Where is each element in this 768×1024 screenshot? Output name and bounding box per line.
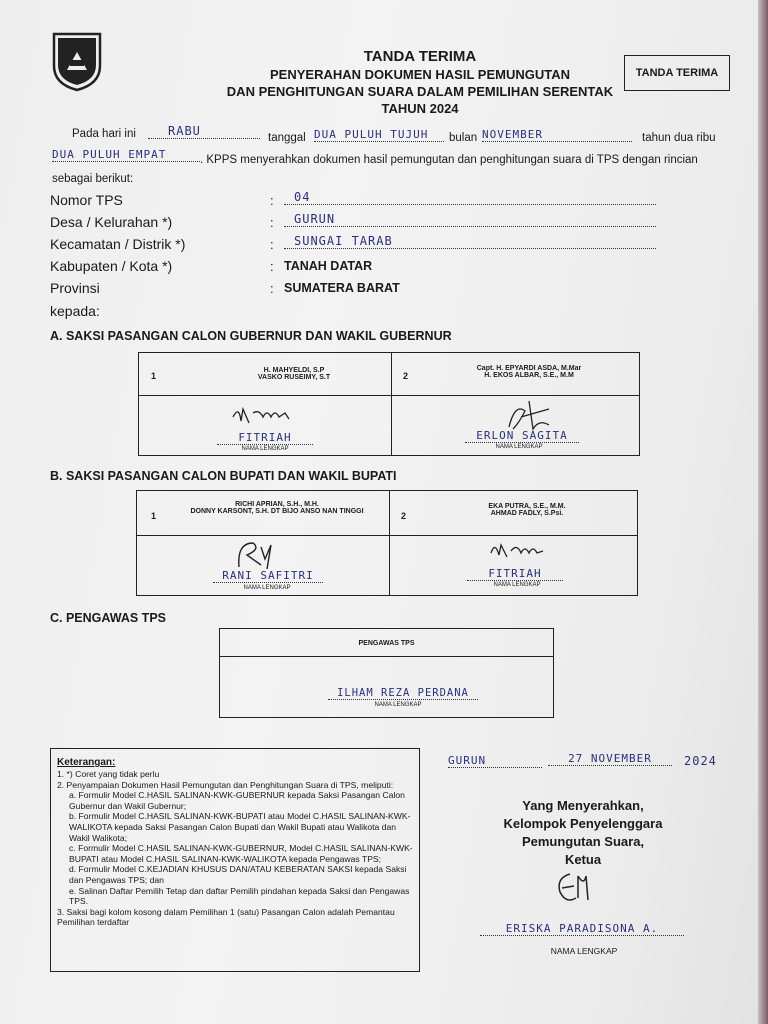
signer-a1: FITRIAH bbox=[217, 431, 313, 445]
field-kabupaten: Kabupaten / Kota *) : TANAH DATAR bbox=[50, 258, 373, 274]
field-list bbox=[50, 190, 670, 325]
intro-bulan-value: NOVEMBER bbox=[482, 128, 632, 142]
closing-block bbox=[470, 797, 696, 869]
keterangan-item-2b: b. Formulir Model C.HASIL SALINAN-KWK-BUPATI atau Model C.HASIL SALINAN-KWK-WALIKOTA kepada Saksi Pasangan Calon Bupati dan Wakil Bupati atau Walikota dan Wakil Walikota; bbox=[69, 811, 411, 843]
keterangan-title: Keterangan: bbox=[57, 757, 116, 768]
section-a-title: A. SAKSI PASANGAN CALON GUBERNUR DAN WAKIL GUBERNUR bbox=[50, 329, 452, 343]
closing-date: 27 NOVEMBER bbox=[548, 752, 672, 766]
nl-b1: NAMA LENGKAP bbox=[243, 585, 291, 591]
signature-b1 bbox=[231, 537, 281, 571]
intro-tahun-value: DUA PULUH EMPAT bbox=[52, 148, 200, 162]
row-a2-no: 2 bbox=[403, 371, 409, 381]
field-desa: Desa / Kelurahan *) : GURUN bbox=[50, 212, 670, 234]
closing-line-2: Kelompok Penyelenggara bbox=[503, 816, 663, 831]
keterangan-item-2a: a. Formulir Model C.HASIL SALINAN-KWK-GUBERNUR kepada Saksi Pasangan Calon Gubernur dan Wakil Gubernur; bbox=[69, 790, 405, 811]
intro-tanggal-value: DUA PULUH TUJUH bbox=[314, 128, 444, 142]
closing-line-4: Ketua bbox=[564, 852, 602, 867]
keterangan-box bbox=[50, 748, 420, 972]
section-a-table bbox=[138, 352, 640, 456]
nl-a1: NAMA LENGKAP bbox=[241, 446, 289, 452]
intro-bulan-label: bulan bbox=[449, 132, 478, 144]
nl-ketua: NAMA LENGKAP bbox=[550, 946, 618, 956]
signature-a2 bbox=[499, 399, 559, 433]
intro-pada-hari: Pada hari ini bbox=[72, 128, 136, 140]
doc-subtitle-3: TAHUN 2024 bbox=[381, 101, 459, 116]
tanda-terima-tag: TANDA TERIMA bbox=[624, 55, 730, 91]
signer-a2: ERLON SAGITA bbox=[465, 429, 579, 443]
intro-hari-value: RABU bbox=[148, 124, 260, 139]
signer-c: ILHAM REZA PERDANA bbox=[328, 687, 478, 700]
keterangan-item-2c: c. Formulir Model C.HASIL SALINAN-KWK-GUBERNUR, Model C.HASIL SALINAN-KWK-BUPATI atau Model C.HASIL SALINAN-KWK-WALIKOTA kepada Pengawas TPS; bbox=[69, 843, 413, 864]
signer-b1: RANI SAFITRI bbox=[213, 569, 323, 583]
doc-subtitle-1: PENYERAHAN DOKUMEN HASIL PEMUNGUTAN bbox=[270, 67, 570, 82]
doc-subtitle-2: DAN PENGHITUNGAN SUARA DALAM PEMILIHAN SERENTAK bbox=[226, 84, 614, 99]
nl-a2: NAMA LENGKAP bbox=[495, 444, 543, 450]
closing-line-1: Yang Menyerahkan, bbox=[522, 798, 644, 813]
intro-text-1: . KPPS menyerahkan dokumen hasil pemungutan dan penghitungan suara di TPS dengan rincian bbox=[200, 154, 698, 166]
section-b-table bbox=[136, 490, 638, 596]
signer-b2: FITRIAH bbox=[467, 567, 563, 581]
kepada-label: kepada: bbox=[50, 303, 100, 319]
section-c-title: C. PENGAWAS TPS bbox=[50, 611, 166, 625]
intro-tahun-label: tahun dua ribu bbox=[642, 132, 716, 144]
pengawas-header: PENGAWAS TPS bbox=[358, 640, 415, 647]
nl-b2: NAMA LENGKAP bbox=[493, 582, 541, 588]
intro-tanggal-label: tanggal bbox=[268, 132, 306, 144]
closing-place: GURUN bbox=[448, 754, 542, 768]
row-b2-names: EKA PUTRA, S.E., M.M. AHMAD FADLY, S.Psi. bbox=[488, 503, 566, 517]
signer-ketua: ERISKA PARADISONA A. bbox=[480, 922, 684, 936]
keterangan-item-3: 3. Saksi bagi kolom kosong dalam Pemilihan 1 (satu) Pasangan Calon adalah Pemantau Pemilihan terdaftar bbox=[57, 906, 395, 928]
field-kecamatan: Kecamatan / Distrik *) : SUNGAI TARAB bbox=[50, 234, 670, 256]
nl-c: NAMA LENGKAP bbox=[374, 702, 422, 708]
keterangan-item-1: 1. *) Coret yang tidak perlu bbox=[57, 769, 160, 779]
signature-ketua bbox=[552, 868, 596, 914]
intro-text-2: sebagai berikut: bbox=[52, 173, 134, 185]
row-b1-names: RICHI APRIAN, S.H., M.H. DONNY KARSONT, S.H. DT BIJO ANSO NAN TINGGI bbox=[190, 501, 364, 515]
signature-b2 bbox=[485, 539, 549, 565]
row-a1-names: H. MAHYELDI, S.P VASKO RUSEIMY, S.T bbox=[257, 367, 331, 381]
row-b2-no: 2 bbox=[401, 511, 407, 521]
section-c-table bbox=[219, 628, 554, 718]
keterangan-item-2d: d. Formulir Model C.KEJADIAN KHUSUS DAN/ATAU KEBERATAN SAKSI kepada Saksi dan Pengawas TPS; dan bbox=[69, 864, 407, 885]
section-b-title: B. SAKSI PASANGAN CALON BUPATI DAN WAKIL BUPATI bbox=[50, 469, 397, 483]
closing-line-3: Pemungutan Suara, bbox=[521, 834, 645, 849]
field-nomor-tps: Nomor TPS : 04 bbox=[50, 190, 670, 212]
field-provinsi: Provinsi : SUMATERA BARAT bbox=[50, 280, 400, 296]
row-a2-names: Capt. H. EPYARDI ASDA, M.Mar H. EKOS ALBAR, S.E., M.M bbox=[476, 365, 582, 379]
row-a1-no: 1 bbox=[151, 371, 157, 381]
keterangan-item-2: 2. Penyampaian Dokumen Hasil Pemungutan dan Penghitungan Suara di TPS, meliputi: bbox=[57, 779, 394, 790]
row-b1-no: 1 bbox=[151, 511, 157, 521]
closing-year: 2024 bbox=[684, 754, 717, 768]
kpu-logo bbox=[50, 30, 104, 92]
paper-edge bbox=[758, 0, 768, 1024]
keterangan-item-2e: e. Salinan Daftar Pemilih Tetap dan daftar Pemilih pindahan kepada Saksi dan Pengawas TPS. bbox=[69, 885, 410, 907]
doc-title: TANDA TERIMA bbox=[363, 48, 477, 65]
signature-a1 bbox=[229, 403, 299, 429]
